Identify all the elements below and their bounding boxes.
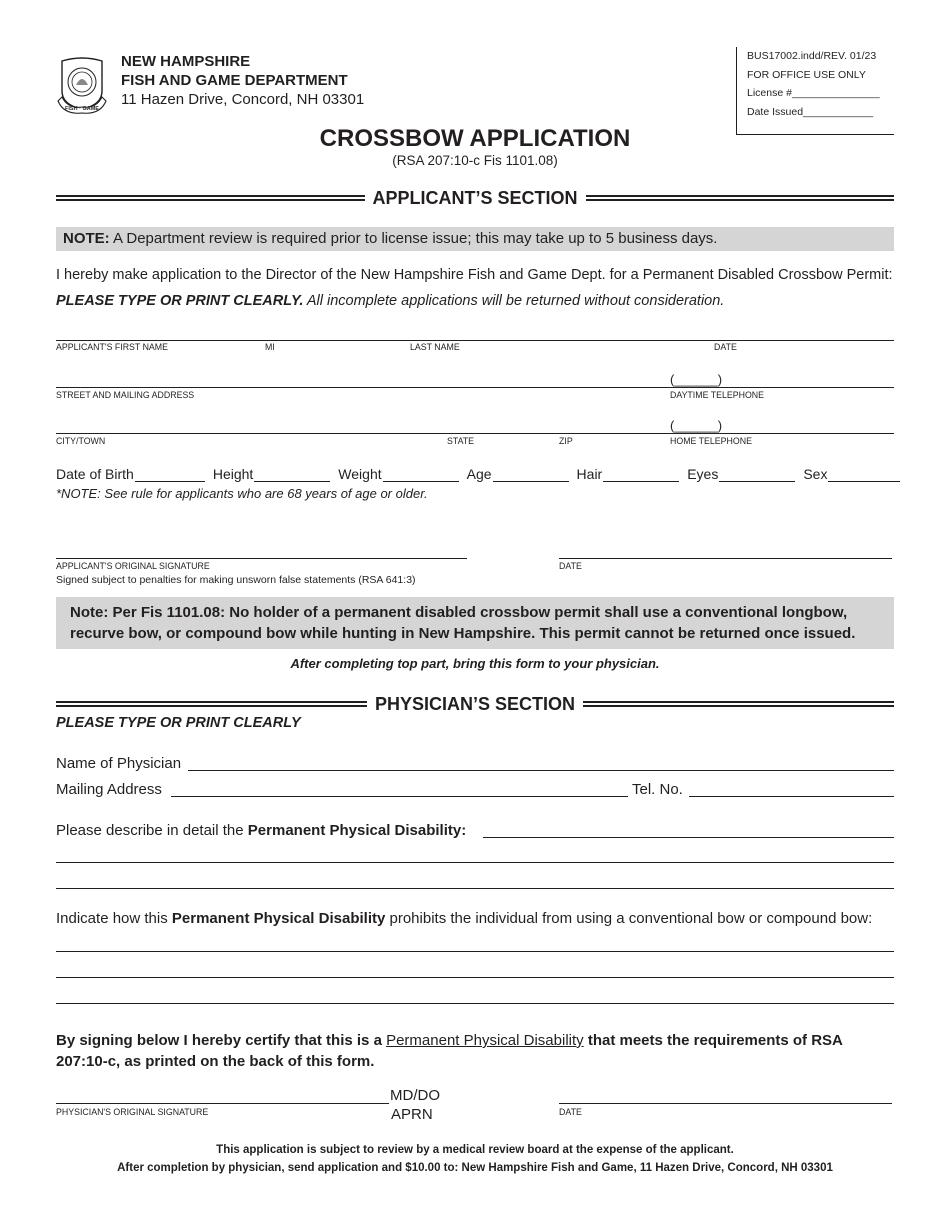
penalty-note: Signed subject to penalties for making unsworn false statements (RSA 641:3) <box>56 574 416 586</box>
daytime-phone-caption: DAYTIME TELEPHONE <box>670 390 765 400</box>
applicant-section-heading: APPLICANT’S SECTION <box>56 187 894 209</box>
print-clearly-instruction: PLEASE TYPE OR PRINT CLEARLY. All incomplete applications will be returned without consideration. <box>56 293 725 309</box>
eyes-field[interactable]: Eyes <box>687 466 795 482</box>
form-subtitle: (RSA 207:10-c Fis 1101.08) <box>392 153 558 168</box>
office-use-box <box>736 47 894 135</box>
office-use-label: FOR OFFICE USE ONLY <box>747 68 866 81</box>
describe-line-1[interactable] <box>483 837 894 838</box>
street-address-line[interactable] <box>56 387 894 388</box>
aprn-label: APRN <box>391 1106 433 1123</box>
mddo-label: MD/DO <box>390 1087 440 1104</box>
fis-rule-note: Note: Per Fis 1101.08: No holder of a permanent disabled crossbow permit shall use a conventional longbow, recurve bow, or compound bow while hunting in New Hampshire. This permit cannot be returned once issued. <box>56 597 894 649</box>
age-field[interactable]: Age <box>467 466 569 482</box>
zip-caption: ZIP <box>559 436 573 446</box>
physician-print-clearly: PLEASE TYPE OR PRINT CLEARLY <box>56 715 301 731</box>
certification-statement: By signing below I hereby certify that this is a Permanent Physical Disability that meets the requirements of RSA 207:10-c, as printed on the back of this form. <box>56 1032 843 1070</box>
age-note: *NOTE: See rule for applicants who are 68 years of age or older. <box>56 486 428 501</box>
home-phone-caption: HOME TELEPHONE <box>670 436 752 446</box>
physician-date-line[interactable] <box>559 1103 892 1104</box>
fish-and-game-seal-logo <box>56 55 108 117</box>
last-name-caption: LAST NAME <box>410 342 460 352</box>
agency-address: 11 Hazen Drive, Concord, NH 03301 <box>121 91 365 108</box>
city-line[interactable] <box>56 433 894 434</box>
physician-signature-caption: PHYSICIAN'S ORIGINAL SIGNATURE <box>56 1107 209 1117</box>
indicate-line-1[interactable] <box>56 951 894 952</box>
applicant-signature-line[interactable] <box>56 558 467 559</box>
name-line[interactable] <box>56 340 894 341</box>
form-title: CROSSBOW APPLICATION <box>319 125 631 152</box>
describe-line-3[interactable] <box>56 888 894 889</box>
tel-line[interactable] <box>689 796 894 797</box>
mailing-address-label: Mailing Address <box>56 781 162 798</box>
review-board-note: This application is subject to review by a medical review board at the expense of the applicant. <box>216 1144 734 1156</box>
form-id: BUS17002.indd/REV. 01/23 <box>747 50 877 62</box>
application-intro: I hereby make application to the Director of the New Hampshire Fish and Game Dept. for a Permanent Disabled Crossbow Permit: <box>56 267 893 283</box>
tel-label: Tel. No. <box>632 781 683 798</box>
date-issued-field: Date Issued____________ <box>747 105 874 118</box>
physician-signature-line[interactable] <box>56 1103 389 1104</box>
describe-line-2[interactable] <box>56 862 894 863</box>
indicate-prohibition-label: Indicate how this Permanent Physical Disability prohibits the individual from using a conventional bow or compound bow: <box>56 910 873 927</box>
first-name-caption: APPLICANT'S FIRST NAME <box>56 342 168 352</box>
indicate-line-2[interactable] <box>56 977 894 978</box>
mi-caption: MI <box>265 342 275 352</box>
license-number-field: License #_______________ <box>747 87 880 99</box>
applicant-signature-caption: APPLICANT'S ORIGINAL SIGNATURE <box>56 561 210 571</box>
height-field[interactable]: Height <box>213 466 330 482</box>
agency-block <box>121 52 364 109</box>
state-caption: STATE <box>447 436 475 446</box>
mailing-address-line[interactable] <box>171 796 628 797</box>
street-caption: STREET AND MAILING ADDRESS <box>56 390 195 400</box>
dob-field[interactable]: Date of Birth <box>56 466 205 482</box>
sex-field[interactable]: Sex <box>803 466 900 482</box>
svg-text:FISH · GAME: FISH · GAME <box>65 106 99 112</box>
physician-name-label: Name of Physician <box>56 755 182 772</box>
hair-field[interactable]: Hair <box>577 466 680 482</box>
personal-details-row <box>56 466 894 482</box>
physician-name-line[interactable] <box>188 770 894 771</box>
agency-state: NEW HAMPSHIRE <box>121 53 251 70</box>
daytime-area-code[interactable]: (______) <box>670 372 723 387</box>
indicate-line-3[interactable] <box>56 1003 894 1004</box>
applicant-signature-date-line[interactable] <box>559 558 892 559</box>
date-caption: DATE <box>714 342 737 352</box>
describe-disability-label: Please describe in detail the Permanent Physical Disability: <box>56 822 467 839</box>
weight-field[interactable]: Weight <box>338 466 458 482</box>
home-area-code[interactable]: (______) <box>670 418 723 433</box>
mailing-instructions: After completion by physician, send application and $10.00 to: New Hampshire Fish and Game, 11 Hazen Drive, Concord, NH 03301 <box>117 1162 833 1174</box>
agency-department: FISH AND GAME DEPARTMENT <box>121 72 348 89</box>
review-note: NOTE: A Department review is required prior to license issue; this may take up to 5 business days. <box>56 227 894 251</box>
applicant-date-caption: DATE <box>559 561 582 571</box>
physician-section-heading: PHYSICIAN’S SECTION <box>56 693 894 715</box>
physician-date-caption: DATE <box>559 1107 582 1117</box>
bring-to-physician-note: After completing top part, bring this form to your physician. <box>290 656 660 671</box>
city-caption: CITY/TOWN <box>56 436 106 446</box>
